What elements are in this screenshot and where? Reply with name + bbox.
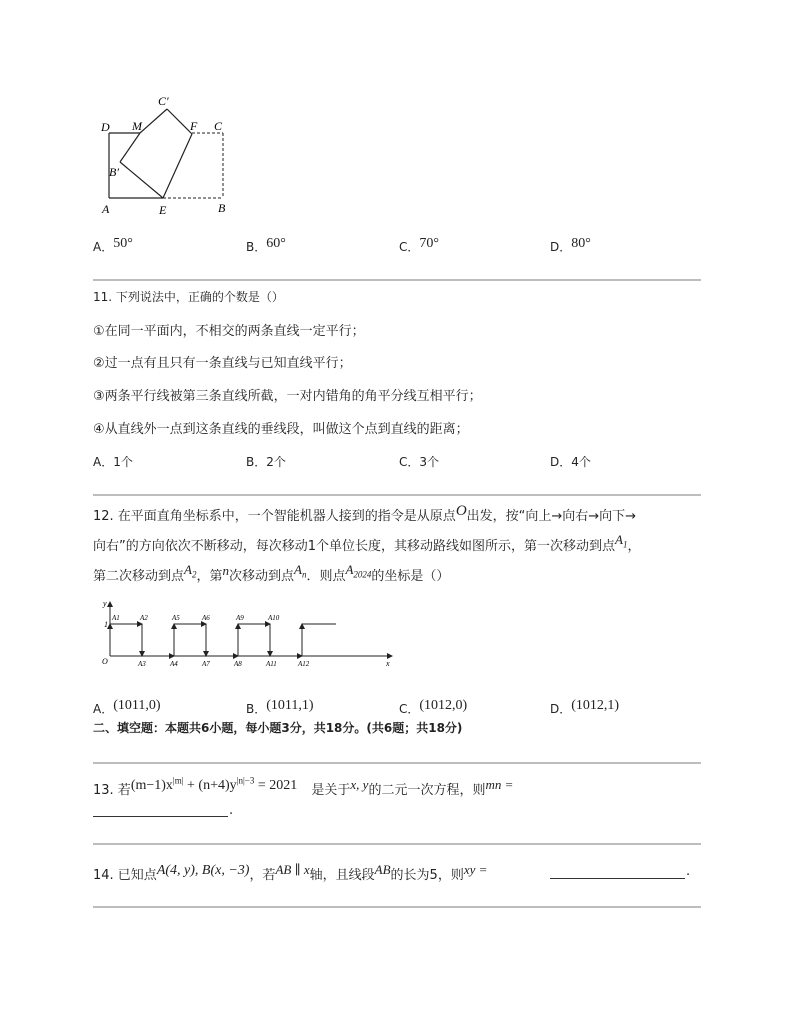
- q14-ab: AB: [374, 862, 391, 877]
- q13-equation: [130, 775, 298, 793]
- option-value: 1个: [113, 455, 133, 469]
- q12-text: 第二次移动到点: [93, 569, 185, 584]
- option-letter: B．: [246, 240, 267, 254]
- option-value: (1012,0): [419, 698, 468, 713]
- symbol-subscript: 2: [191, 569, 197, 580]
- q11-option-c[interactable]: [399, 453, 439, 470]
- y-axis-label: y: [103, 599, 107, 608]
- section-2-title: 二、填空题：本题共6小题，每小题3分，共18分。(共6题；共18分): [93, 721, 463, 735]
- label-D: D: [101, 120, 110, 134]
- label-C-prime: C′: [158, 94, 169, 108]
- q12-option-d[interactable]: [550, 700, 619, 718]
- option-value: (1011,1): [266, 698, 314, 713]
- label-E: E: [159, 203, 167, 217]
- q12-option-a[interactable]: [93, 700, 161, 718]
- q13-line: [93, 775, 514, 799]
- symbol-subscript: n: [301, 569, 307, 580]
- symbol-letter: A: [345, 562, 354, 577]
- q10-option-a[interactable]: [93, 238, 133, 256]
- q10-option-b[interactable]: [246, 238, 286, 256]
- option-letter: C．: [399, 702, 420, 716]
- q12-line-1: [93, 505, 636, 525]
- option-letter: C．: [399, 240, 420, 254]
- divider: [93, 279, 701, 281]
- q14-points: A(4, y), B(x, −3): [156, 863, 250, 878]
- segment-EF: [163, 134, 192, 198]
- q11-statement-1: ①在同一平面内，不相交的两条直线一定平行；: [93, 324, 365, 339]
- q12-option-c[interactable]: [399, 700, 467, 718]
- option-value: 70°: [419, 236, 439, 251]
- symbol-subscript: 2024: [353, 569, 372, 580]
- option-value: (1012,1): [571, 698, 620, 713]
- label-A9: A9: [236, 614, 244, 622]
- option-letter: D．: [550, 702, 572, 716]
- q11-statement-3: ③两条平行线被第三条直线所截，一对内错角的角平分线互相平行；: [93, 389, 482, 404]
- label-A5: A5: [172, 614, 180, 622]
- q12-text: 次移动到点: [228, 569, 294, 584]
- q12-text: 12. 在平面直角坐标系中，一个智能机器人接到的指令是从原点: [93, 509, 456, 524]
- x-axis-label: x: [386, 659, 390, 668]
- option-value: 80°: [571, 236, 591, 251]
- label-A: A: [102, 202, 110, 216]
- q13-answer-blank[interactable]: [93, 816, 228, 817]
- q12-n-symbol: n: [222, 563, 229, 578]
- option-value: 3个: [419, 455, 440, 469]
- label-A4: A4: [170, 660, 178, 668]
- q13-mn: mn =: [485, 777, 514, 792]
- equation-exponent: |n|−3: [236, 775, 255, 786]
- q11-stem: 11. 下列说法中，正确的个数是（）: [93, 290, 284, 304]
- option-value: 4个: [571, 455, 591, 469]
- option-letter: A．: [93, 455, 114, 469]
- q13-vars: x, y: [350, 777, 369, 792]
- option-letter: D．: [550, 240, 572, 254]
- q12-line-2: [93, 532, 641, 556]
- divider: [93, 906, 701, 908]
- divider: [93, 843, 701, 845]
- q14-period: .: [686, 864, 691, 879]
- q11-option-a[interactable]: [93, 453, 133, 470]
- label-A12: A12: [298, 660, 310, 668]
- origin-label: O: [102, 657, 108, 666]
- option-value: 2个: [266, 455, 286, 469]
- option-letter: A．: [93, 702, 114, 716]
- q11-option-b[interactable]: [246, 453, 286, 470]
- q12-origin-symbol: O: [455, 503, 467, 519]
- q13-text: 是关于: [311, 783, 351, 798]
- q14-text: 轴，且线段: [309, 868, 375, 883]
- option-value: (1011,0): [113, 698, 161, 713]
- segment-C'F: [167, 109, 192, 134]
- q10-option-c[interactable]: [399, 238, 439, 256]
- q14-answer-blank[interactable]: [550, 878, 685, 879]
- q12-A2024-symbol: [345, 562, 372, 580]
- option-letter: A．: [93, 240, 114, 254]
- equation-exponent: |m|: [172, 775, 184, 786]
- q10-option-d[interactable]: [550, 238, 591, 256]
- symbol-subscript: 1: [622, 539, 628, 550]
- q14-text: ，若: [249, 868, 276, 883]
- q12-text: 的坐标是（）: [371, 569, 450, 584]
- label-A7: A7: [202, 660, 210, 668]
- symbol-letter: A: [184, 562, 192, 577]
- q12-text: 出发，按“向上→向右→向下→: [466, 509, 637, 524]
- equation-part: (m−1)x: [130, 778, 173, 793]
- q13-period: .: [229, 803, 234, 818]
- option-letter: B．: [246, 455, 267, 469]
- label-A2: A2: [140, 614, 148, 622]
- label-A1: A1: [112, 614, 120, 622]
- equation-part: = 2021: [254, 778, 298, 793]
- label-B-prime: B′: [109, 165, 119, 179]
- label-F: F: [190, 119, 198, 133]
- option-letter: D．: [550, 455, 572, 469]
- segment-B'E: [120, 162, 163, 198]
- segment-MC': [140, 109, 167, 133]
- q14-xy: xy =: [463, 862, 488, 877]
- q10-geometry-figure: [96, 92, 246, 218]
- label-A6: A6: [202, 614, 210, 622]
- divider: [93, 762, 701, 764]
- q13-text: 的二元一次方程，则: [368, 783, 486, 798]
- divider: [93, 494, 701, 496]
- label-A10: A10: [268, 614, 280, 622]
- q14-text: 的长为5，则: [390, 868, 464, 883]
- q12-A1-symbol: [615, 532, 628, 550]
- q13-number: 13. 若: [93, 783, 131, 798]
- q12-line-3: [93, 562, 450, 586]
- symbol-letter: A: [615, 532, 623, 547]
- q12-A2-symbol: [184, 562, 197, 580]
- label-A3: A3: [138, 660, 146, 668]
- equation-part: + (n+4)y: [183, 778, 237, 793]
- q11-option-d[interactable]: [550, 453, 591, 470]
- q12-text: 向右”的方向依次不断移动，每次移动1个单位长度，其移动路线如图所示，第一次移动到点: [93, 539, 616, 554]
- option-letter: C．: [399, 455, 420, 469]
- label-B: B: [218, 201, 226, 215]
- segment-MB': [120, 133, 140, 162]
- label-M: M: [132, 119, 142, 133]
- symbol-letter: A: [294, 562, 302, 577]
- label-C: C: [214, 119, 223, 133]
- option-letter: B．: [246, 702, 267, 716]
- option-value: 50°: [113, 236, 133, 251]
- q12-option-b[interactable]: [246, 700, 314, 718]
- label-A11: A11: [266, 660, 277, 668]
- label-A8: A8: [234, 660, 242, 668]
- q11-statement-4: ④从直线外一点到这条直线的垂线段，叫做这个点到直线的距离；: [93, 422, 469, 437]
- y-tick-1: 1: [104, 620, 108, 629]
- q12-text: ，第: [196, 569, 223, 584]
- option-value: 60°: [266, 236, 286, 251]
- q12-text: ．则点: [306, 569, 346, 584]
- q12-robot-path-figure: [96, 596, 400, 674]
- q11-statement-2: ②过一点有且只有一条直线与已知直线平行；: [93, 356, 352, 371]
- q14-parallel: AB ∥ x: [275, 862, 310, 877]
- q14-number: 14. 已知点: [93, 868, 157, 883]
- q12-text: ，: [627, 539, 641, 554]
- q12-An-symbol: [294, 562, 307, 580]
- q14-line: [93, 864, 487, 884]
